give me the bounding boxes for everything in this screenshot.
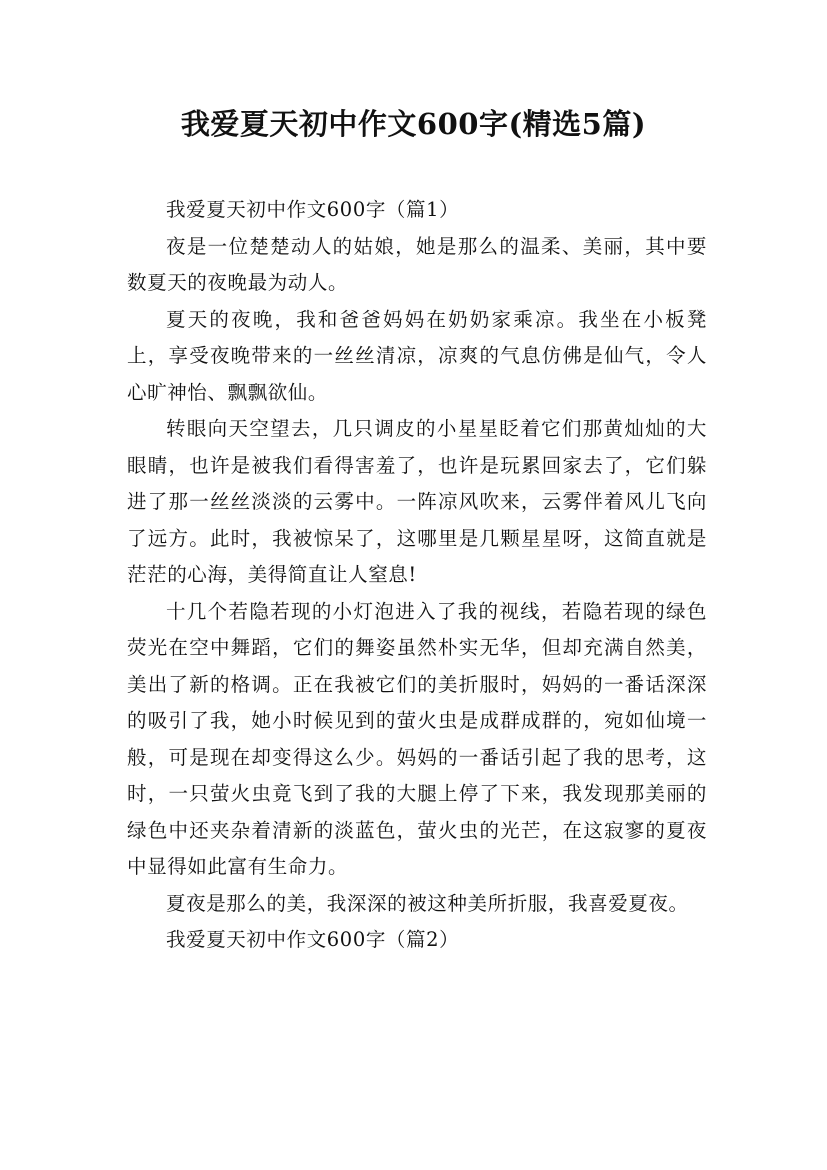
paragraph: 十几个若隐若现的小灯泡进入了我的视线，若隐若现的绿色荧光在空中舞蹈，它们的舞姿虽然朴实无华，但却充满自然美，美出了新的格调。正在我被它们的美折服时，妈妈的一番话深深的吸引了我，她小时候见到的萤火虫是成群成群的，宛如仙境一般，可是现在却变得这么少。妈妈的一番话引起了我的思考，这时，一只萤火虫竟飞到了我的大腿上停了下来，我发现那美丽的绿色中还夹杂着清新的淡蓝色，萤火虫的光芒，在这寂寥的夏夜中显得如此富有生命力。 <box>127 599 707 878</box>
paragraph: 夏夜是那么的美，我深深的被这种美所折服，我喜爱夏夜。 <box>166 891 689 915</box>
paragraph: 转眼向天空望去，几只调皮的小星星眨着它们那黄灿灿的大眼睛，也许是被我们看得害羞了，也许是玩累回家去了，它们躲进了那一丝丝淡淡的云雾中。一阵凉风吹来，云雾伴着风儿飞向了远方。此时，我被惊呆了，这哪里是几颗星星呀，这简直就是茫茫的心海，美得简直让人窒息! <box>127 417 707 586</box>
section-heading-2: 我爱夏天初中作文600字（篇2） <box>166 928 460 951</box>
document-body <box>127 192 707 959</box>
section-heading-1: 我爱夏天初中作文600字（篇1） <box>166 198 460 221</box>
paragraph: 夜是一位楚楚动人的姑娘，她是那么的温柔、美丽，其中要数夏天的夜晚最为动人。 <box>127 234 707 294</box>
paragraph: 夏天的夜晚，我和爸爸妈妈在奶奶家乘凉。我坐在小板凳上，享受夜晚带来的一丝丝清凉，凉爽的气息仿佛是仙气，令人心旷神怡、飘飘欲仙。 <box>127 307 707 404</box>
document-title: 我爱夏天初中作文600字(精选5篇) <box>180 107 647 141</box>
